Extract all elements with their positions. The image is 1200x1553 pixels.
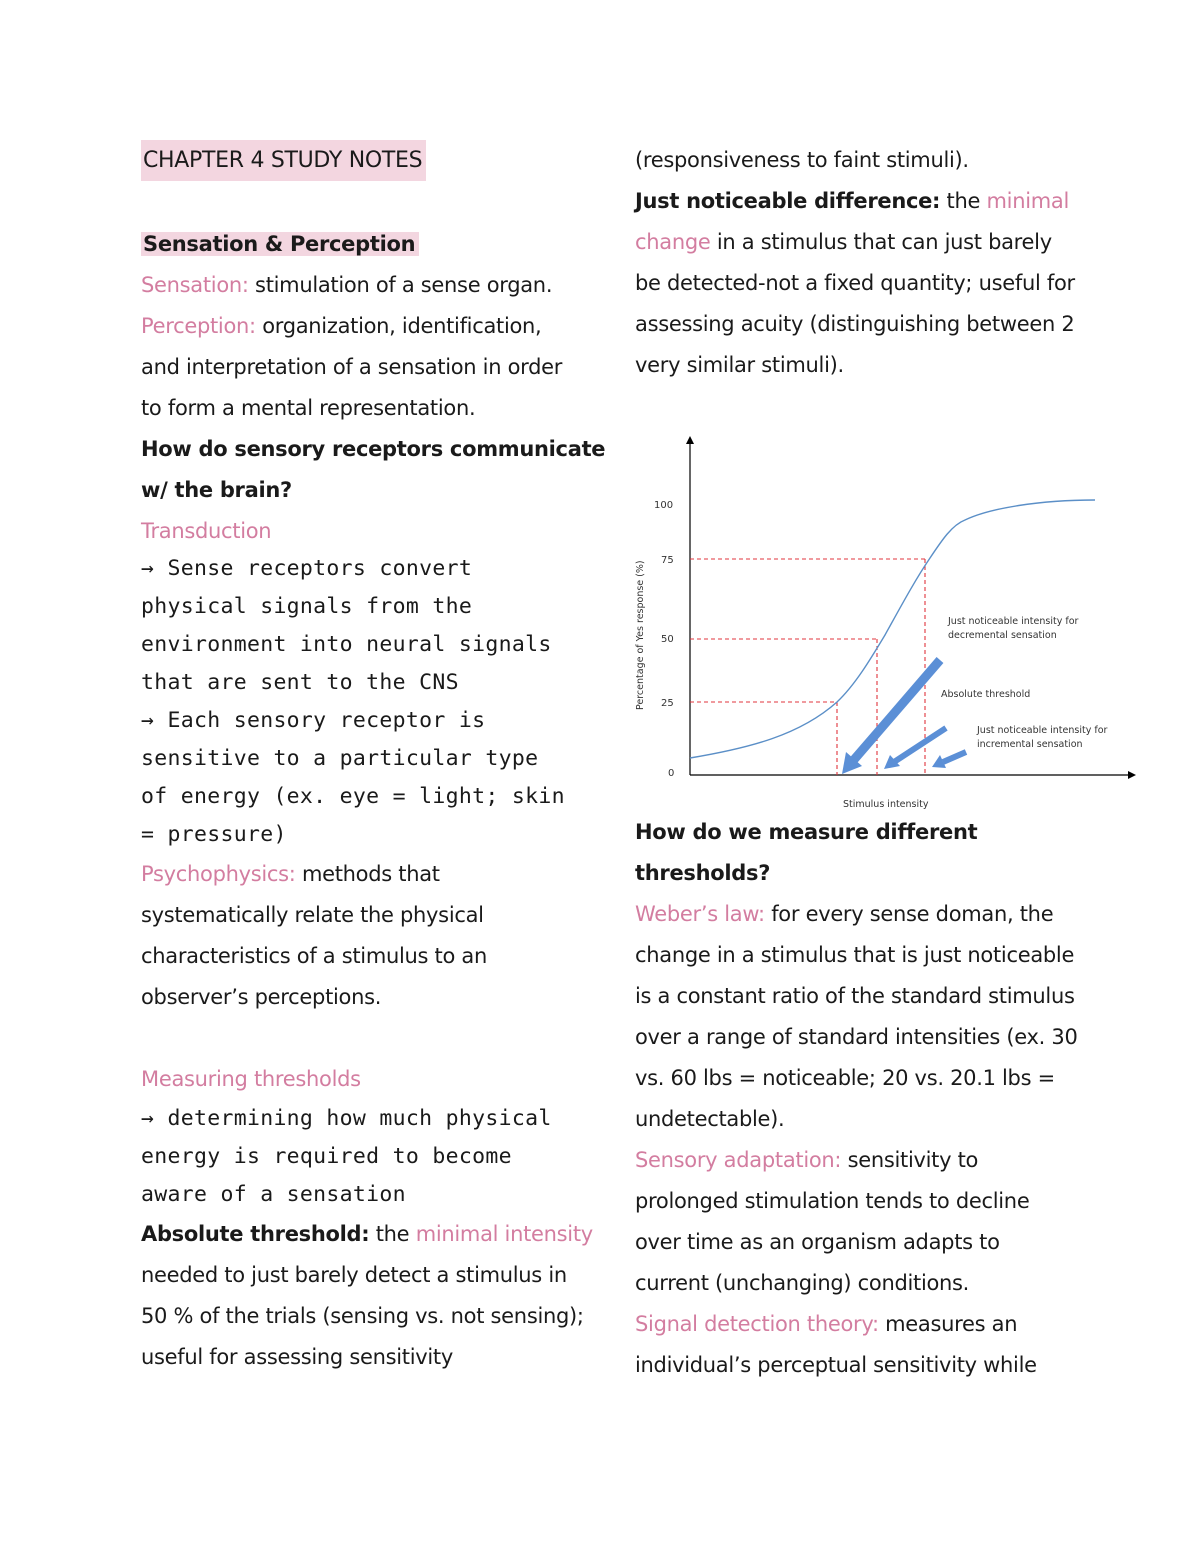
annotation-incremental: incremental sensation: [977, 739, 1083, 750]
mono-line: aware of a sensation: [141, 1182, 406, 1207]
annotation-decremental: decremental sensation: [948, 630, 1057, 641]
annotation-decremental: Just noticeable intensity for: [948, 616, 1079, 627]
arrow-incremental: [943, 752, 966, 762]
text-line: undetectable).: [635, 1107, 785, 1131]
mono-line: physical signals from the: [141, 594, 473, 619]
mono-line: sensitive to a particular type: [141, 746, 539, 771]
absolute-threshold-definition: Absolute threshold: the minimal intensity: [141, 1222, 593, 1246]
weber-definition: Weber’s law: for every sense doman, the: [635, 902, 1054, 926]
section-heading-thresholds: Measuring thresholds: [141, 1067, 361, 1091]
mono-line: that are sent to the CNS: [141, 670, 459, 695]
jnd-definition: Just noticeable difference: the minimal: [635, 189, 1069, 213]
sensation-definition: Sensation: stimulation of a sense organ.: [141, 273, 553, 297]
right-column-bottom: [635, 812, 1145, 1386]
mono-line: → Sense receptors convert: [141, 556, 473, 581]
mono-line: of energy (ex. eye = light; skin: [141, 784, 565, 809]
adaptation-definition: Sensory adaptation: sensitivity to: [635, 1148, 979, 1172]
annotation-absolute: Absolute threshold: [941, 689, 1031, 700]
question-heading: How do we measure different: [635, 820, 978, 844]
text-line: over a range of standard intensities (ex. 30: [635, 1025, 1078, 1049]
mono-line: environment into neural signals: [141, 632, 552, 657]
text-line: systematically relate the physical: [141, 903, 484, 927]
right-column-top: [635, 140, 1145, 386]
y-axis-arrowhead: [686, 436, 694, 444]
text-line: be detected-not a fixed quantity; useful for: [635, 271, 1075, 295]
mono-line: → Each sensory receptor is: [141, 708, 486, 733]
arrow-decremental: [894, 728, 946, 762]
transduction-notes: [141, 550, 571, 854]
transduction-term: Transduction: [141, 519, 272, 543]
page-title: CHAPTER 4 STUDY NOTES: [141, 140, 426, 181]
text-line: vs. 60 lbs = noticeable; 20 vs. 20.1 lbs =: [635, 1066, 1055, 1090]
annotation-incremental: Just noticeable intensity for: [977, 725, 1108, 736]
threshold-notes: [141, 1100, 571, 1214]
mono-line: → determining how much physical: [141, 1106, 552, 1131]
text-line: is a constant ratio of the standard stimulus: [635, 984, 1075, 1008]
text-line: observer’s perceptions.: [141, 985, 382, 1009]
y-tick-label: 75: [661, 555, 674, 566]
text-line: very similar stimuli).: [635, 353, 844, 377]
question-heading: thresholds?: [635, 861, 771, 885]
text-line: current (unchanging) conditions.: [635, 1271, 970, 1295]
y-tick-label: 0: [668, 768, 675, 779]
mono-line: = pressure): [141, 822, 287, 847]
y-tick-label: 25: [661, 698, 674, 709]
text-line: to form a mental representation.: [141, 396, 476, 420]
question-heading: How do sensory receptors communicate: [141, 437, 606, 461]
sdt-definition: Signal detection theory: measures an: [635, 1312, 1018, 1336]
chart-svg: [630, 430, 1150, 820]
text-line: assessing acuity (distinguishing between 2: [635, 312, 1075, 336]
text-line: individual’s perceptual sensitivity while: [635, 1353, 1037, 1377]
psychometric-chart: [630, 430, 1150, 820]
text-line: over time as an organism adapts to: [635, 1230, 1000, 1254]
mono-line: energy is required to become: [141, 1144, 512, 1169]
text-line: characteristics of a stimulus to an: [141, 944, 487, 968]
threshold-arrows: [842, 660, 966, 774]
perception-definition: Perception: organization, identification,: [141, 314, 542, 338]
y-axis-label: Percentage of Yes response (%): [635, 560, 646, 710]
text-line: prolonged stimulation tends to decline: [635, 1189, 1030, 1213]
text-line: (responsiveness to faint stimuli).: [635, 148, 969, 172]
left-column: [141, 140, 606, 1378]
psychophysics-definition: Psychophysics: methods that: [141, 862, 440, 886]
y-tick-label: 50: [661, 634, 674, 645]
text-line: needed to just barely detect a stimulus in: [141, 1263, 567, 1287]
section-heading-sensation: Sensation & Perception: [141, 232, 419, 256]
x-axis-arrowhead: [1128, 771, 1136, 779]
text-line: useful for assessing sensitivity: [141, 1345, 453, 1369]
text-line: change in a stimulus that can just barely: [635, 230, 1052, 254]
threshold-guides: [690, 559, 925, 775]
y-tick-label: 100: [654, 500, 674, 511]
text-line: and interpretation of a sensation in order: [141, 355, 563, 379]
x-axis-label: Stimulus intensity: [843, 799, 929, 810]
question-heading: w/ the brain?: [141, 478, 292, 502]
text-line: change in a stimulus that is just noticeable: [635, 943, 1075, 967]
text-line: 50 % of the trials (sensing vs. not sensing);: [141, 1304, 584, 1328]
arrow-absolute: [852, 660, 940, 762]
